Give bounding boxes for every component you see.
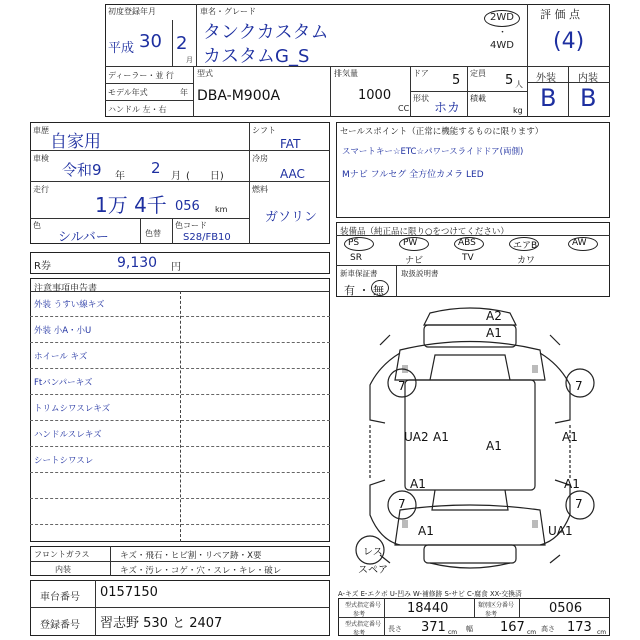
height-unit: cm xyxy=(597,629,607,636)
damage-mark: A1 xyxy=(486,326,502,340)
length-value: 371 xyxy=(421,620,446,635)
mileage-label: 走行 xyxy=(33,185,49,194)
damage-mark: A1 xyxy=(433,430,449,444)
dims-label: 型式指定番号 xyxy=(345,621,382,628)
color-label: 色 xyxy=(33,221,41,230)
length-unit: cm xyxy=(448,629,458,636)
rating-label: 評 価 点 xyxy=(540,8,580,21)
shape-label: 形状 xyxy=(413,94,429,103)
chassis-value: 0157150 xyxy=(100,585,158,600)
width-unit: cm xyxy=(527,629,537,636)
damage-mark: A1 xyxy=(486,439,502,453)
interior-label: 内装 xyxy=(578,73,598,84)
color-value: シルバー xyxy=(58,230,109,245)
chassis-label: 車台番号 xyxy=(40,592,80,603)
ac-label: 冷房 xyxy=(252,154,268,163)
equip-item-4: AW xyxy=(572,238,587,248)
fuel-label: 燃料 xyxy=(252,185,268,194)
equipment-header: 装備品（純正品に限り○をつけてください） xyxy=(340,227,509,237)
color-change-label: 色替 xyxy=(145,229,161,238)
equip-item2-2: TV xyxy=(462,253,474,263)
equip-item-1: PW xyxy=(403,238,418,248)
shift-label: シフト xyxy=(252,126,276,135)
rating-value: (4) xyxy=(553,29,585,54)
drive-dot: ・ xyxy=(498,28,508,38)
note-line xyxy=(30,524,330,525)
note-line xyxy=(30,472,330,473)
note-item: シートシワスレ xyxy=(34,456,94,466)
shape-value: ホカ xyxy=(434,101,461,116)
damage-mark: 7 xyxy=(575,379,583,393)
height-label: 高さ xyxy=(541,625,555,633)
exterior-value: B xyxy=(540,84,557,112)
category-label: 類別区分番号 xyxy=(478,602,515,609)
designation-label: 型式指定番号 xyxy=(345,602,382,609)
spare-circle-label: レス xyxy=(363,547,383,558)
sales-points-line1: スマートキー☆ETC☆パワースライドドア(両側) xyxy=(342,147,524,157)
equip-item2-1: ナビ xyxy=(405,256,424,266)
cond-interior-value: キズ・汚レ・コゲ・穴・スレ・キレ・破レ xyxy=(120,566,282,576)
drive-4wd: 4WD xyxy=(490,40,514,51)
damage-mark: UA1 xyxy=(548,524,573,538)
exterior-label: 外装 xyxy=(536,73,556,84)
color-code-label: 色コード xyxy=(175,221,207,230)
note-item: トリムシワスレキズ xyxy=(34,404,111,414)
front-glass-value: キズ・飛石・ヒビ割・リペア跡・X要 xyxy=(120,551,262,561)
manual-label: 取扱説明書 xyxy=(401,269,439,278)
fuel-value: ガソリン xyxy=(265,210,318,225)
recycle-unit: 円 xyxy=(171,262,181,273)
front-glass-label: フロントガラス xyxy=(34,550,90,559)
car-grade: カスタムG_S xyxy=(203,46,310,67)
note-line xyxy=(30,368,330,369)
capacity-label: 定員 xyxy=(470,69,486,78)
inspection-month-unit: 月 xyxy=(171,171,181,182)
note-line xyxy=(30,342,330,343)
car-name-label: 車名・グレード xyxy=(200,7,256,16)
capacity-value: 5 xyxy=(505,73,514,88)
inspection-day-unit: ( 日) xyxy=(186,171,224,182)
model-year-label: モデル年式 xyxy=(108,88,148,97)
sales-points-line2: Mナビ フルセグ 全方位カメラ LED xyxy=(342,170,484,180)
damage-mark: A1 xyxy=(418,524,434,538)
damage-legend: A-キズ E-エクボ U-凹み W-補修跡 S-サビ C-腐食 XX-交換済 xyxy=(338,590,522,598)
width-label: 幅 xyxy=(466,625,473,633)
inspection-era: 令和9 xyxy=(62,161,102,179)
notes-header: 注意事項申告書 xyxy=(34,284,98,294)
height-value: 173 xyxy=(567,620,592,635)
designation-ref: 参考 xyxy=(353,611,366,618)
note-line xyxy=(30,394,330,395)
plate-value: 習志野 530 と 2407 xyxy=(100,616,223,631)
kind-label: 車歴 xyxy=(33,126,49,135)
first-reg-label: 初度登録年月 xyxy=(108,7,156,16)
cond-interior-label: 内装 xyxy=(55,565,71,574)
damage-mark: A2 xyxy=(486,309,502,323)
shift-value: FAT xyxy=(280,137,301,151)
equip-item-3: エアB xyxy=(513,241,538,251)
capacity-unit: 人 xyxy=(515,80,523,89)
plate-label: 登録番号 xyxy=(40,620,80,631)
displacement-unit: CC xyxy=(398,104,410,113)
first-reg-month: 2 xyxy=(176,33,188,54)
dims-ref: 参考 xyxy=(353,630,366,637)
damage-mark: A1 xyxy=(564,477,580,491)
color-code-value: S28/FB10 xyxy=(183,232,231,243)
category-value: 0506 xyxy=(549,601,583,616)
inspection-label: 車検 xyxy=(33,154,49,163)
model-year-unit: 年 xyxy=(180,88,188,97)
length-label: 長さ xyxy=(388,625,402,633)
note-item: 外装 うすい線キズ xyxy=(34,300,105,310)
displacement-label: 排気量 xyxy=(334,69,358,78)
equip-item-0: PS xyxy=(348,238,360,248)
designation-value: 18440 xyxy=(407,601,449,616)
new-warranty-label: 新車保証書 xyxy=(340,269,378,278)
damage-mark: 7 xyxy=(398,379,406,393)
load-label: 積載 xyxy=(470,94,486,103)
mileage-sub: 056 xyxy=(175,199,200,214)
recycle-label: R券 xyxy=(34,261,51,272)
kind-value: 自家用 xyxy=(50,132,101,152)
mileage-unit: km xyxy=(215,205,228,214)
equip-item2-3: カワ xyxy=(517,256,536,266)
load-unit: kg xyxy=(513,106,523,115)
note-line xyxy=(30,316,330,317)
ac-value: AAC xyxy=(280,167,305,181)
damage-mark: A1 xyxy=(562,430,578,444)
damage-mark: A1 xyxy=(410,477,426,491)
note-item: 外装 小A・小U xyxy=(34,326,92,336)
type-value: DBA-M900A xyxy=(197,88,281,104)
car-name: タンクカスタム xyxy=(203,22,329,43)
interior-value: B xyxy=(580,84,597,112)
new-warranty-value: 有 ・ 無 xyxy=(344,284,384,297)
equip-item-2: ABS xyxy=(458,238,476,248)
dealer-label: ディーラー・並 行 xyxy=(108,71,174,80)
door-value: 5 xyxy=(452,73,461,88)
sales-points-header: セールスポイント（正常に機能するものに限ります） xyxy=(340,127,544,137)
inspection-year-unit: 年 xyxy=(115,171,125,182)
note-line xyxy=(30,446,330,447)
drive-2wd: 2WD xyxy=(490,12,514,23)
width-value: 167 xyxy=(500,620,525,635)
recycle-value: 9,130 xyxy=(117,255,158,271)
first-reg-era: 平成 xyxy=(108,41,135,56)
damage-mark: UA2 xyxy=(404,430,429,444)
displacement-value: 1000 xyxy=(358,88,392,103)
spare-label: スペア xyxy=(358,565,388,576)
note-item: ハンドルスレキズ xyxy=(34,430,102,440)
first-reg-year: 30 xyxy=(139,31,162,52)
damage-mark: 7 xyxy=(575,497,583,511)
handle-label: ハンドル 左・右 xyxy=(108,105,167,114)
door-label: ドア xyxy=(413,69,429,78)
damage-mark: 7 xyxy=(398,497,406,511)
equip-item2-0: SR xyxy=(350,253,362,263)
warranty-none-circle xyxy=(371,280,389,296)
inspection-month: 2 xyxy=(151,159,161,177)
note-item: ホイール キズ xyxy=(34,352,88,362)
mileage-value: 1万 4千 xyxy=(95,193,167,217)
first-reg-month-unit: 月 xyxy=(186,56,193,64)
note-item: Ftバンパーキズ xyxy=(34,378,93,388)
note-line xyxy=(30,498,330,499)
note-line xyxy=(30,420,330,421)
type-label: 型式 xyxy=(197,69,213,78)
category-ref: 参考 xyxy=(485,611,498,618)
